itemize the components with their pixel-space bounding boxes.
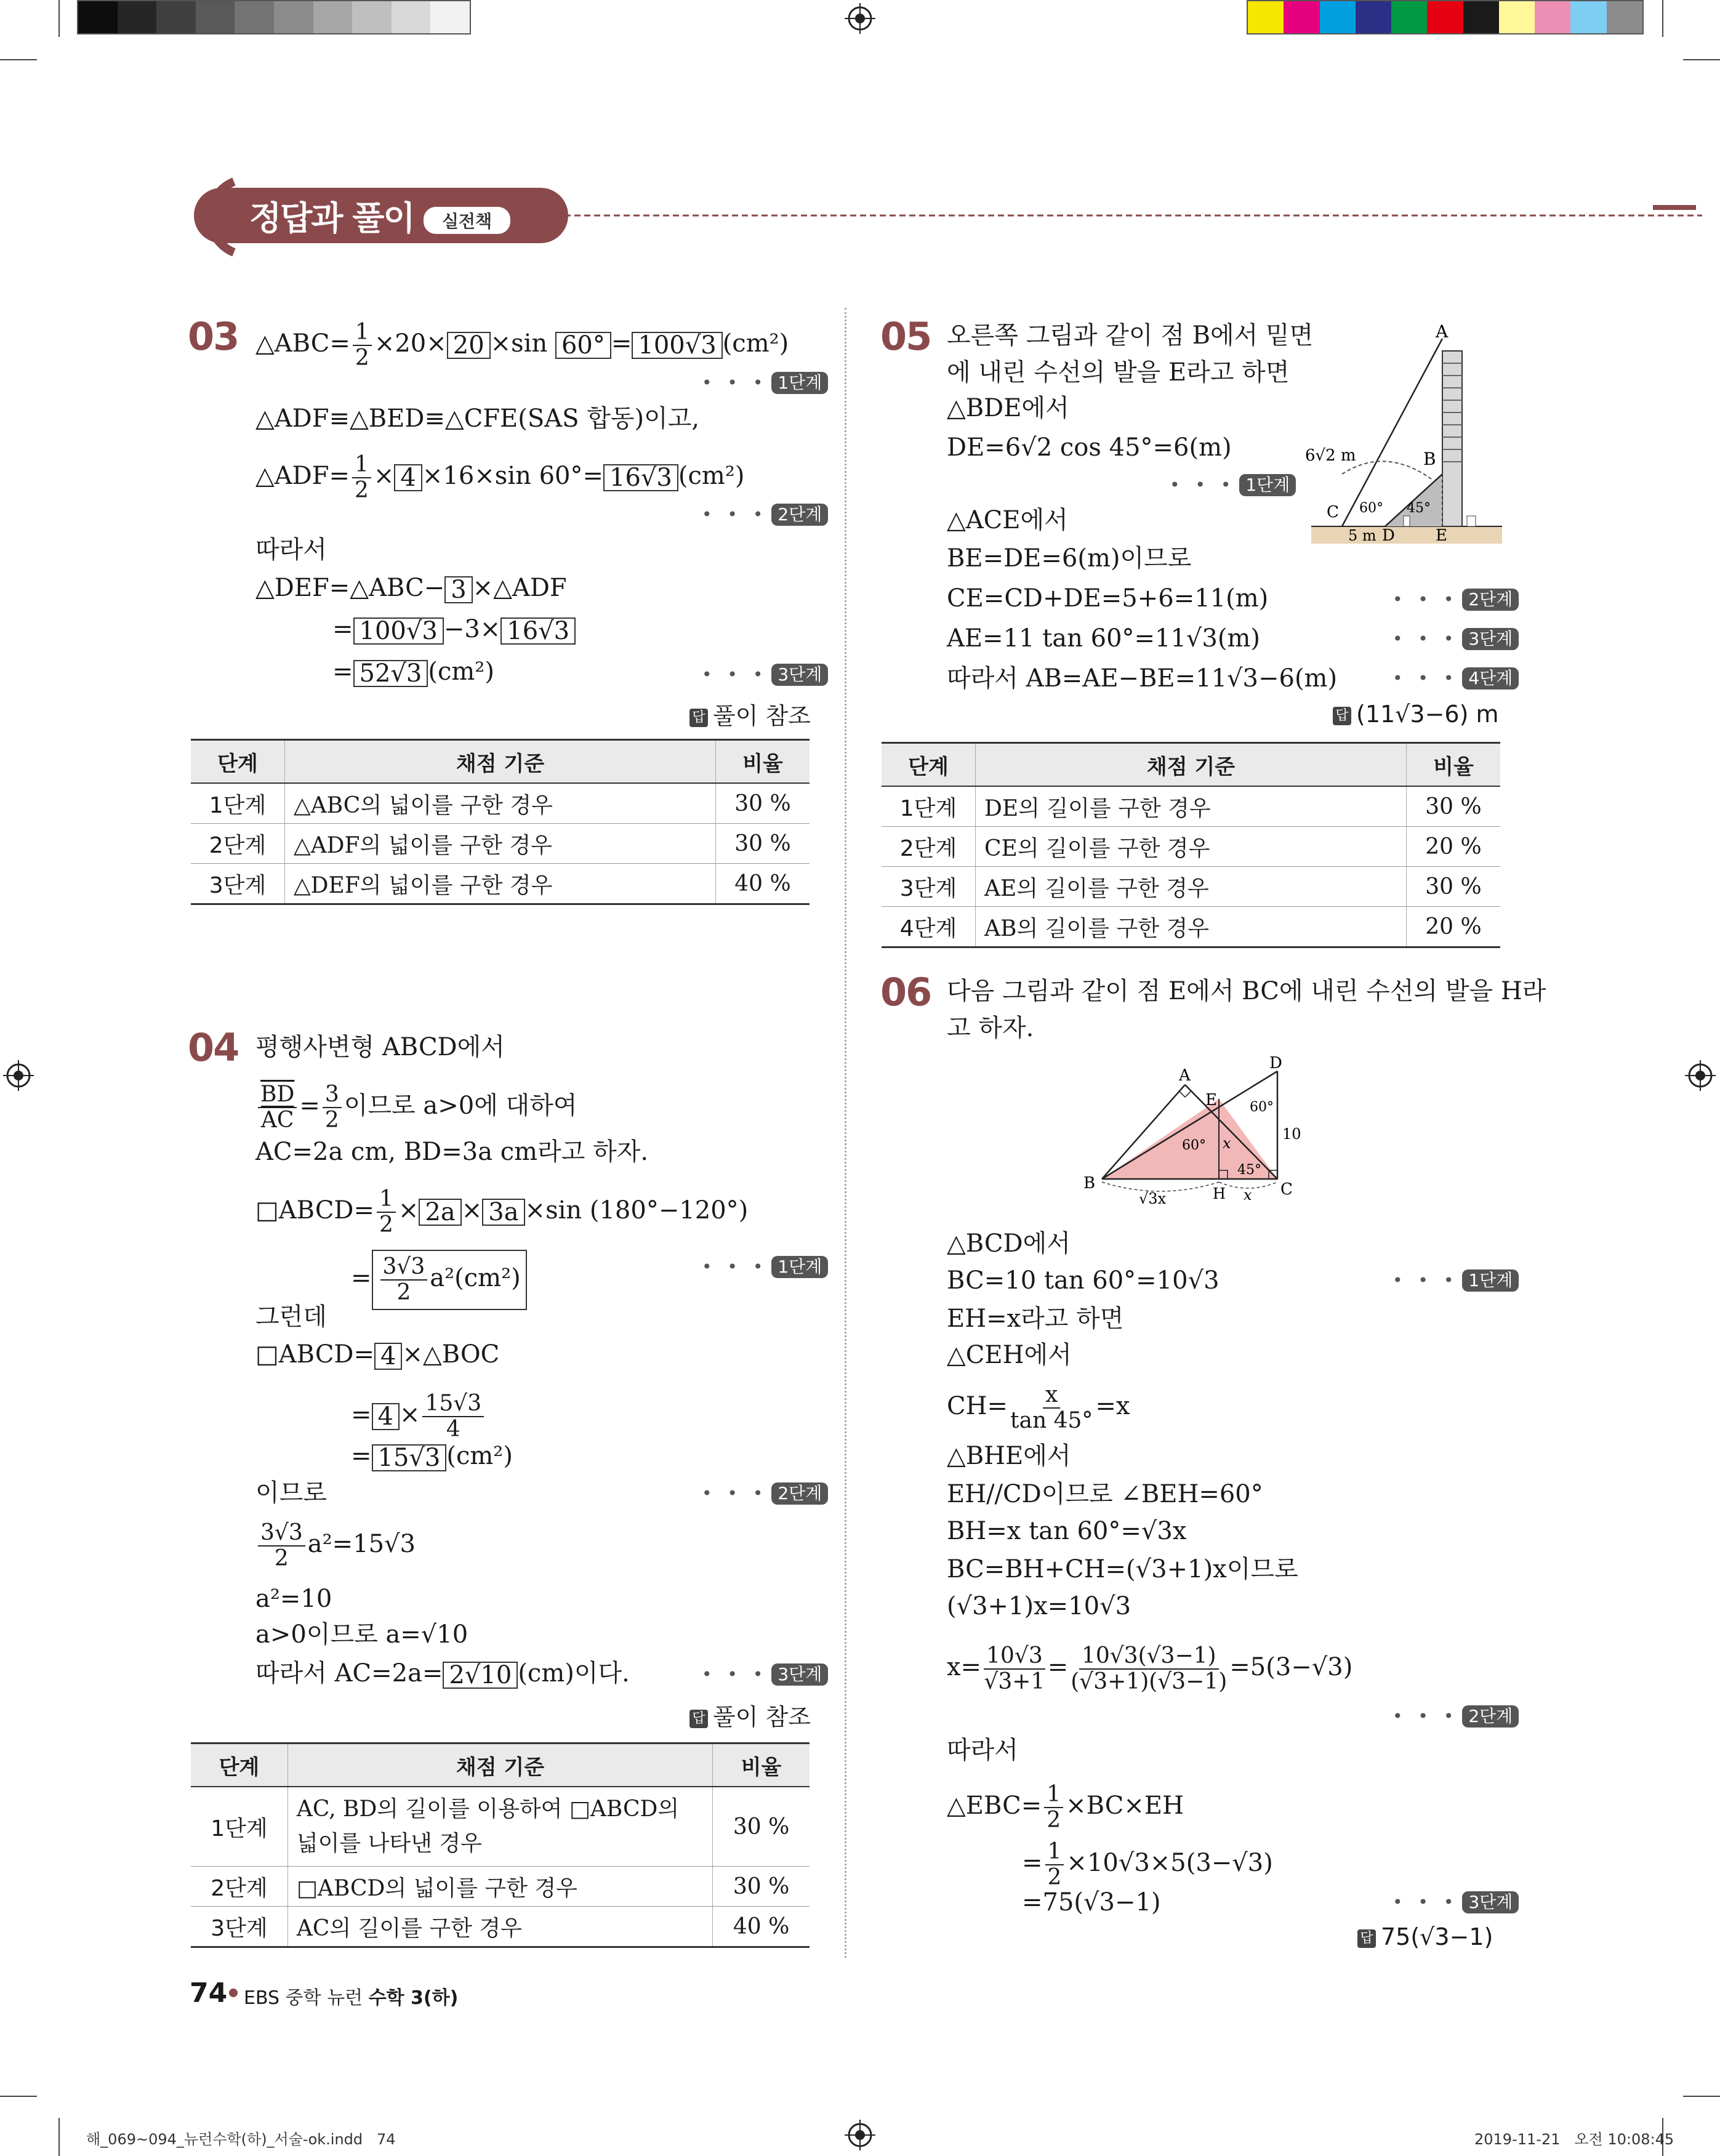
problem-number-05: 05	[880, 314, 931, 359]
p06-step-2: • • • 2단계	[1392, 1705, 1519, 1728]
p05-line-5: △ACE에서	[947, 506, 1068, 534]
print-timestamp: 2019-11-21 오전 10:08:45	[1474, 2131, 1674, 2148]
p04-line-11: $\frac{3√3}{2}$ a²=15√3	[255, 1521, 416, 1571]
registration-mark-left	[3, 1060, 34, 1091]
label-E: E	[1436, 526, 1447, 545]
registration-mark-bottom	[845, 2120, 875, 2150]
label-A: A	[1436, 321, 1449, 342]
p03-step-1: • • • 1단계	[702, 372, 828, 394]
p04-line-13: a>0이므로 a=√10	[255, 1620, 468, 1649]
p03-line-1: △ABC= $\frac{1}{2}$ ×20× 20 ×sin 60° = 100√3 (cm²)	[255, 320, 789, 371]
p05-line-9: 따라서 AB=AE−BE=11√3−6(m)	[947, 664, 1338, 693]
p06-line-3: △BCD에서	[947, 1229, 1071, 1258]
p05-line-7: CE=CD+DE=5+6=11(m)	[947, 584, 1269, 613]
table-row: 1단계 AC, BD의 길이를 이용하여 □ABCD의 넓이를 나타낸 경우 30 %	[191, 1787, 810, 1867]
label-D: D	[1269, 1056, 1282, 1072]
p06-line-1: 다음 그림과 같이 점 E에서 BC에 내린 수선의 발을 H라	[947, 977, 1546, 1005]
table-row: 3단계 △DEF의 넓이를 구한 경우 40 %	[191, 864, 810, 904]
grading-table-03: 단계 채점 기준 비율 1단계 △ABC의 넓이를 구한 경우 30 % 2단계 △ADF의 넓이를 구한 경우 30 % 3단계 △DEF의 넓이를 구한 경우 40 %	[191, 739, 810, 905]
answer-icon: 답	[1333, 707, 1351, 725]
p06-line-5: EH=x라고 하면	[947, 1305, 1124, 1333]
p05-step-4: • • • 4단계	[1392, 667, 1519, 690]
page-tag: 실전책	[424, 207, 510, 234]
p06-line-9: EH//CD이므로 ∠BEH=60°	[947, 1480, 1263, 1508]
p04-line-1: 평행사변형 ABCD에서	[255, 1033, 505, 1061]
p06-line-13: x= $\frac{10√3}{√3+1}$ = $\frac{10√3(√3-1)}{(√3+1)(√3-1)}$ =5(3−√3)	[947, 1643, 1353, 1694]
label-angle-c: 60°	[1359, 501, 1383, 516]
problem-number-04: 04	[188, 1025, 239, 1070]
label-x-hc: x	[1244, 1186, 1252, 1204]
table-row: 3단계 AE의 길이를 구한 경우 30 %	[882, 867, 1500, 907]
p04-line-14: 따라서 AC=2a= 2√10 (cm)이다.	[255, 1659, 630, 1689]
p03-step-3: • • • 3단계	[702, 664, 828, 686]
label-H: H	[1213, 1185, 1226, 1202]
label-len-cd: 5 m	[1348, 527, 1376, 544]
crop-mark	[58, 0, 60, 37]
table-row: 2단계 △ADF의 넓이를 구한 경우 30 %	[191, 824, 810, 864]
table-row: 2단계 CE의 길이를 구한 경우 20 %	[882, 827, 1500, 867]
p04-line-12: a²=10	[255, 1585, 332, 1613]
crop-mark	[0, 2096, 37, 2097]
p05-step-2: • • • 2단계	[1392, 589, 1519, 611]
label-B: B	[1083, 1174, 1096, 1193]
registration-mark-right	[1685, 1060, 1716, 1091]
p06-line-7: CH= $\frac{x}{\tan 45^\circ}$ =x	[947, 1382, 1130, 1433]
label-D: D	[1382, 526, 1395, 545]
p04-line-8: = 4 × $\frac{15√3}{4}$	[351, 1391, 486, 1442]
p06-line-8: △BHE에서	[947, 1442, 1071, 1470]
p06-line-6: △CEH에서	[947, 1341, 1072, 1369]
p05-line-8: AE=11 tan 60°=11√3(m)	[947, 624, 1261, 653]
p06-line-15: △EBC= $\frac{1}{2}$ ×BC×EH	[947, 1782, 1184, 1833]
p04-line-9: = 15√3 (cm²)	[351, 1442, 513, 1472]
table-row: 2단계 □ABCD의 넓이를 구한 경우 30 %	[191, 1867, 810, 1907]
problem-number-03: 03	[188, 314, 239, 359]
p06-line-17: =75(√3−1)	[1022, 1888, 1161, 1917]
p05-line-2: 에 내린 수선의 발을 E라고 하면	[947, 358, 1290, 387]
p06-line-16: = $\frac{1}{2}$ ×10√3×5(3−√3)	[1022, 1839, 1273, 1890]
book-title: EBS 중학 뉴런 수학 3(하)	[244, 1987, 459, 2009]
p05-answer: 답 (11√3−6) m	[1333, 701, 1499, 728]
table-row: 1단계 △ABC의 넓이를 구한 경우 30 %	[191, 783, 810, 824]
p04-line-2: $\frac{\overline{BD}}{AC}$ = $\frac{3}{2}$ 이므로 a>0에 대하여	[255, 1082, 577, 1133]
answer-icon: 답	[1357, 1929, 1376, 1948]
label-len-bh: √3x	[1139, 1190, 1167, 1207]
grayscale-colorbar	[77, 0, 471, 34]
p03-line-4: 따라서	[255, 536, 327, 564]
answer-icon: 답	[689, 709, 708, 727]
file-info: 해_069~094_뉴런수학(하)_서술-ok.indd 74	[86, 2131, 396, 2148]
p03-line-6: = 100√3 −3× 16√3	[332, 614, 576, 645]
figure-06-triangle	[1071, 1056, 1317, 1216]
label-C: C	[1280, 1180, 1293, 1199]
p04-line-5: = $\frac{3√3}{2}$ a²(cm²)	[351, 1250, 527, 1310]
p03-line-7: = 52√3 (cm²)	[332, 658, 494, 688]
crop-mark	[0, 59, 37, 60]
table-row: 1단계 DE의 길이를 구한 경우 30 %	[882, 786, 1500, 827]
crop-mark	[58, 2118, 60, 2156]
page-number: 74	[190, 1977, 228, 2009]
p04-line-6: 그런데	[255, 1303, 327, 1331]
p05-step-3: • • • 3단계	[1392, 628, 1519, 650]
label-E: E	[1205, 1091, 1217, 1109]
table-row: 3단계 AC의 길이를 구한 경우 40 %	[191, 1907, 810, 1947]
crop-mark	[1662, 0, 1663, 37]
label-angle-d: 45°	[1407, 501, 1431, 516]
label-x-eh: x	[1223, 1135, 1231, 1152]
label-len-cb: 6√2 m	[1305, 446, 1356, 465]
p06-line-11: BC=BH+CH=(√3+1)x이므로	[947, 1555, 1298, 1583]
p04-line-10: 이므로	[255, 1479, 327, 1507]
p04-line-3: AC=2a cm, BD=3a cm라고 하자.	[255, 1138, 649, 1166]
p06-line-2: 고 하자.	[947, 1014, 1034, 1042]
figure-05-building	[1293, 320, 1508, 554]
p06-step-3: • • • 3단계	[1392, 1891, 1519, 1913]
p06-step-1: • • • 1단계	[1392, 1269, 1519, 1292]
p05-line-1: 오른쪽 그림과 같이 점 B에서 밑면	[947, 321, 1314, 350]
p05-line-6: BE=DE=6(m)이므로	[947, 544, 1192, 573]
p03-answer: 답 풀이 참조	[689, 697, 811, 731]
label-angle-c: 45°	[1237, 1162, 1261, 1178]
crop-mark	[1683, 59, 1720, 60]
label-angle-d: 60°	[1250, 1100, 1274, 1115]
label-angle-e: 60°	[1182, 1138, 1206, 1153]
p05-line-3: △BDE에서	[947, 394, 1069, 422]
registration-mark-top	[845, 3, 875, 34]
p04-step-3: • • • 3단계	[702, 1663, 828, 1686]
p04-answer: 답 풀이 참조	[689, 1698, 811, 1732]
grading-table-04: 단계 채점 기준 비율 1단계 AC, BD의 길이를 이용하여 □ABCD의 넓이를 나타낸 경우 30 % 2단계 □ABCD의 넓이를 구한 경우 30 % 3단계 AC의 길이를 구한 경우 40 %	[191, 1742, 810, 1948]
p06-line-12: (√3+1)x=10√3	[947, 1592, 1131, 1620]
p06-line-4: BC=10 tan 60°=10√3	[947, 1266, 1220, 1295]
p05-line-4: DE=6√2 cos 45°=6(m)	[947, 433, 1232, 462]
table-row: 4단계 AB의 길이를 구한 경우 20 %	[882, 907, 1500, 947]
p03-step-2: • • • 2단계	[702, 504, 828, 526]
answer-icon: 답	[689, 1710, 708, 1728]
p03-line-3: △ADF= $\frac{1}{2}$ × 4 ×16×sin 60°= 16√3 (cm²)	[255, 452, 745, 503]
p04-step-2: • • • 2단계	[702, 1482, 828, 1505]
problem-number-06: 06	[880, 970, 931, 1015]
column-divider	[845, 308, 846, 1958]
p04-line-7: □ABCD= 4 ×△BOC	[255, 1340, 500, 1370]
label-B: B	[1423, 449, 1436, 469]
p06-answer: 답 75(√3−1)	[1357, 1923, 1493, 1950]
p03-line-2: △ADF≡△BED≡△CFE(SAS 합동)이고,	[255, 404, 700, 433]
grading-table-05: 단계 채점 기준 비율 1단계 DE의 길이를 구한 경우 30 % 2단계 CE의 길이를 구한 경우 20 % 3단계 AE의 길이를 구한 경우 30 % 4단계 AB의 길이를 구한 경우 20 %	[882, 742, 1500, 948]
p05-step-1: • • • 1단계	[1170, 474, 1296, 496]
p03-line-5: △DEF=△ABC− 3 ×△ADF	[255, 574, 567, 604]
p04-step-1: • • • 1단계	[702, 1256, 828, 1278]
label-C: C	[1327, 503, 1339, 521]
crop-mark	[1683, 2096, 1720, 2097]
footer-dot-icon	[229, 1989, 238, 1997]
cmyk-colorbar	[1247, 0, 1644, 34]
label-len-cd: 10	[1282, 1125, 1301, 1143]
p06-line-10: BH=x tan 60°=√3x	[947, 1517, 1187, 1545]
p04-line-4: □ABCD= $\frac{1}{2}$ × 2a × 3a ×sin (180°−120°)	[255, 1186, 749, 1237]
label-A: A	[1179, 1066, 1191, 1085]
p06-line-14: 따라서	[947, 1736, 1018, 1764]
page-title: 정답과 풀이	[249, 199, 414, 238]
